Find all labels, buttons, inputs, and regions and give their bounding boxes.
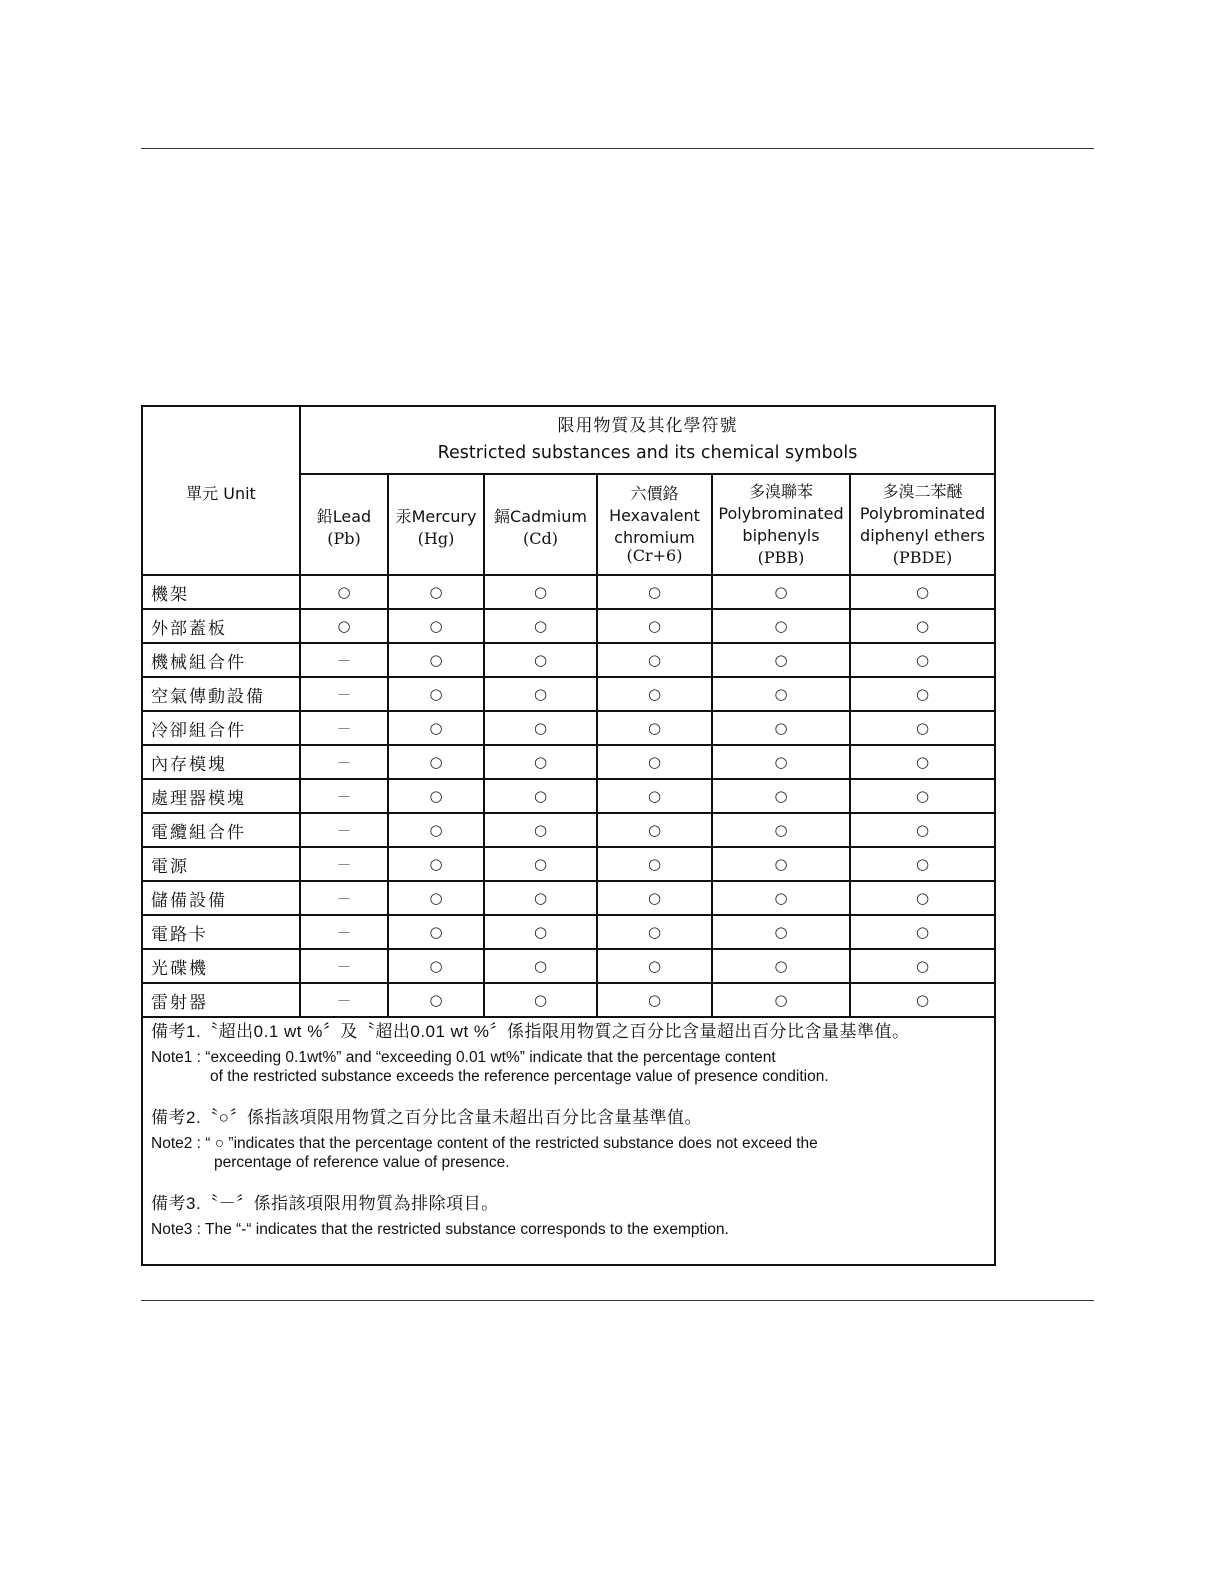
table-row: [143, 949, 994, 983]
mark-cell: ○: [388, 813, 484, 847]
mark-cell: ○: [388, 881, 484, 915]
mark-cell: －: [300, 949, 388, 983]
mark-cell: ○: [597, 949, 712, 983]
part-name: 電路卡: [143, 915, 300, 949]
mark-cell: ○: [712, 881, 850, 915]
part-name: 雷射器: [143, 983, 300, 1017]
mark-cell: －: [300, 983, 388, 1017]
table-row: [143, 915, 994, 949]
mark-cell: ○: [484, 847, 597, 881]
mark-cell: ○: [712, 915, 850, 949]
mark-cell: ○: [850, 677, 994, 711]
restricted-header-zh: 限用物質及其化學符號: [557, 416, 738, 436]
mark-cell: ○: [388, 575, 484, 609]
bottom-rule: [141, 1300, 1094, 1301]
table-row: [143, 881, 994, 915]
mark-cell: ○: [597, 779, 712, 813]
top-rule: [141, 148, 1094, 149]
mark-cell: ○: [712, 609, 850, 643]
mark-cell: －: [300, 881, 388, 915]
mark-cell: ○: [388, 711, 484, 745]
mark-cell: ○: [484, 915, 597, 949]
part-name: 內存模塊: [143, 745, 300, 779]
table-row: [143, 677, 994, 711]
restricted-substances-header: [300, 407, 994, 474]
part-name: 處理器模塊: [143, 779, 300, 813]
mark-cell: ○: [597, 983, 712, 1017]
mark-cell: ○: [597, 847, 712, 881]
table-row: [143, 575, 994, 609]
note1-en-line2: of the restricted substance exceeds the reference percentage value of presence condition.: [210, 1068, 829, 1085]
mark-cell: －: [300, 813, 388, 847]
part-name: 冷卻組合件: [143, 711, 300, 745]
mark-cell: ○: [712, 643, 850, 677]
mark-cell: ○: [388, 983, 484, 1017]
mark-cell: ○: [850, 711, 994, 745]
table-row: [143, 711, 994, 745]
mark-cell: ○: [388, 609, 484, 643]
mark-cell: ○: [484, 745, 597, 779]
mark-cell: －: [300, 779, 388, 813]
note3-zh: 備考3.〝－〞係指該項限用物質為排除項目。: [151, 1194, 499, 1213]
mark-cell: ○: [597, 643, 712, 677]
mark-cell: ○: [484, 575, 597, 609]
note2-en-line2: percentage of reference value of presence.: [214, 1154, 510, 1171]
note3-en: Note3 : The “-“ indicates that the restricted substance corresponds to the exemption.: [151, 1221, 729, 1238]
mark-cell: －: [300, 745, 388, 779]
mark-cell: ○: [712, 745, 850, 779]
mark-cell: ○: [388, 745, 484, 779]
part-name: 儲備設備: [143, 881, 300, 915]
part-name: 機械組合件: [143, 643, 300, 677]
mark-cell: ○: [712, 575, 850, 609]
restricted-header-en: Restricted substances and its chemical symbols: [437, 443, 858, 463]
substance-cadmium: 鎘Cadmium (Cd): [484, 474, 597, 575]
mark-cell: ○: [712, 949, 850, 983]
mark-cell: ○: [484, 609, 597, 643]
unit-header: 單元 Unit: [143, 407, 300, 575]
mark-cell: －: [300, 915, 388, 949]
mark-cell: ○: [712, 779, 850, 813]
substance-pbde: 多溴二苯醚 Polybrominated diphenyl ethers (PBDE): [850, 474, 994, 575]
mark-cell: ○: [597, 915, 712, 949]
mark-cell: －: [300, 847, 388, 881]
note2-zh: 備考2.〝○〞係指該項限用物質之百分比含量未超出百分比含量基準值。: [151, 1108, 702, 1127]
substance-hexavalent-chromium: 六價鉻 Hexavalent chromium (Cr+6): [597, 474, 712, 575]
table-row: [143, 745, 994, 779]
mark-cell: ○: [597, 711, 712, 745]
mark-cell: ○: [850, 609, 994, 643]
note1-zh: 備考1.〝超出0.1 wt %〞及〝超出0.01 wt %〞係指限用物質之百分比含量超出百分比含量基準值。: [151, 1022, 910, 1041]
part-name: 電纜組合件: [143, 813, 300, 847]
mark-cell: －: [300, 711, 388, 745]
part-name: 電源: [143, 847, 300, 881]
mark-cell: ○: [484, 983, 597, 1017]
table-row: [143, 643, 994, 677]
part-name: 光碟機: [143, 949, 300, 983]
mark-cell: ○: [712, 677, 850, 711]
mark-cell: ○: [484, 711, 597, 745]
mark-cell: ○: [712, 983, 850, 1017]
mark-cell: ○: [300, 575, 388, 609]
mark-cell: ○: [850, 575, 994, 609]
mark-cell: ○: [850, 813, 994, 847]
rohs-declaration-table: [141, 405, 996, 1266]
part-name: 空氣傳動設備: [143, 677, 300, 711]
mark-cell: ○: [484, 643, 597, 677]
mark-cell: ○: [484, 677, 597, 711]
substance-pbb: 多溴聯苯 Polybrominated biphenyls (PBB): [712, 474, 850, 575]
mark-cell: ○: [712, 847, 850, 881]
mark-cell: ○: [388, 779, 484, 813]
table-row: [143, 813, 994, 847]
substance-lead: 鉛Lead (Pb): [300, 474, 388, 575]
mark-cell: －: [300, 677, 388, 711]
mark-cell: ○: [597, 609, 712, 643]
mark-cell: ○: [850, 949, 994, 983]
mark-cell: ○: [597, 745, 712, 779]
table-row: [143, 609, 994, 643]
mark-cell: ○: [597, 677, 712, 711]
mark-cell: ○: [597, 575, 712, 609]
mark-cell: ○: [300, 609, 388, 643]
mark-cell: ○: [597, 881, 712, 915]
mark-cell: ○: [850, 881, 994, 915]
mark-cell: ○: [484, 949, 597, 983]
mark-cell: ○: [388, 643, 484, 677]
part-name: 機架: [143, 575, 300, 609]
table-row: [143, 983, 994, 1017]
mark-cell: ○: [850, 847, 994, 881]
mark-cell: ○: [484, 813, 597, 847]
mark-cell: ○: [850, 643, 994, 677]
notes-section: [151, 1021, 986, 1239]
mark-cell: ○: [850, 779, 994, 813]
table-row: [143, 779, 994, 813]
mark-cell: ○: [388, 677, 484, 711]
restricted-substances-table: [143, 407, 994, 1018]
mark-cell: ○: [484, 779, 597, 813]
mark-cell: ○: [850, 983, 994, 1017]
substance-mercury: 汞Mercury (Hg): [388, 474, 484, 575]
mark-cell: ○: [850, 745, 994, 779]
mark-cell: －: [300, 643, 388, 677]
note2-en-line1: Note2 : “ ○ ”indicates that the percentage content of the restricted substance does not exceed the: [151, 1135, 818, 1152]
mark-cell: ○: [388, 847, 484, 881]
note1-en-line1: Note1 : “exceeding 0.1wt%” and “exceeding 0.01 wt%” indicate that the percentage content: [151, 1049, 776, 1066]
mark-cell: ○: [712, 711, 850, 745]
mark-cell: ○: [712, 813, 850, 847]
mark-cell: ○: [388, 915, 484, 949]
mark-cell: ○: [388, 949, 484, 983]
table-row: [143, 847, 994, 881]
part-name: 外部蓋板: [143, 609, 300, 643]
mark-cell: ○: [597, 813, 712, 847]
mark-cell: ○: [484, 881, 597, 915]
mark-cell: ○: [850, 915, 994, 949]
